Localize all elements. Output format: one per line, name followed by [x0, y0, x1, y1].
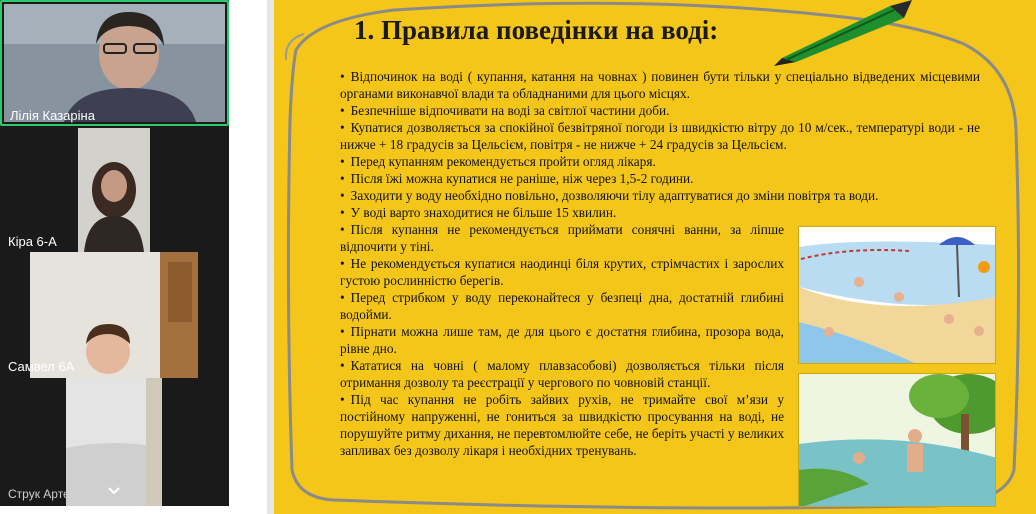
- lake-scene: [799, 374, 996, 507]
- participant-name: Струк Артем: [8, 487, 78, 501]
- list-item: [340, 289, 784, 323]
- bullet-icon: •: [340, 103, 345, 118]
- slide-edge: [267, 0, 274, 514]
- list-item: [340, 204, 980, 221]
- participant-name: Кіра 6-А: [8, 234, 57, 249]
- rule-text: Після їжі можна купатися не раніше, ніж через 1,5-2 години.: [350, 171, 694, 186]
- list-item: [340, 221, 784, 255]
- rule-text: Купатися дозволяється за спокійної безвітряної погоди із швидкістю вітру до 10 м/сек., температурі води - не нижче + 18 градусів за Цельсієм, повітря - не нижче + 24 градусів за Цельсієм.: [340, 120, 980, 152]
- person-silhouette: [4, 4, 225, 122]
- rule-text: Пірнати можна лише там, де для цього є достатня глибина, прозора вода, рівне дно.: [340, 324, 784, 356]
- rule-text: Кататися на човні ( малому плавзасобові) дозволяється тільки після отримання дозволу та реєстрації у чергового по човновій станції.: [340, 358, 784, 390]
- bullet-icon: •: [340, 358, 345, 373]
- rule-text: Не рекомендується купатися наодинці біля крутих, стрімчастих і зарослих густою рослинністю берегів.: [340, 256, 784, 288]
- bullet-icon: •: [340, 188, 345, 203]
- bullet-icon: •: [340, 69, 345, 84]
- bullet-icon: •: [340, 205, 345, 220]
- beach-scene: [799, 227, 996, 364]
- participant-tile[interactable]: [0, 252, 229, 378]
- bullet-icon: •: [340, 154, 345, 169]
- pen-icon: [772, 0, 922, 70]
- slide-title: 1. Правила поведінки на воді:: [354, 15, 719, 45]
- list-item: [340, 357, 784, 391]
- participant-name: Лілія Казаріна: [10, 108, 95, 123]
- list-item: [340, 170, 980, 187]
- bullet-icon: •: [340, 324, 345, 339]
- rule-text: Безпечніше відпочивати на воді за світлої частини доби.: [350, 103, 670, 118]
- rule-text: Відпочинок на воді ( купання, катання на човнах ) повинен бути тільки у спеціально відведених місцевими органами виконавчої влади та обладнаними для цього місцях.: [340, 69, 980, 101]
- rule-text: Перед стрибком у воду переконайтеся у безпеці дна, достатній глибині водойми.: [340, 290, 784, 322]
- beach-illustration: [798, 226, 996, 364]
- presentation-slide: [274, 0, 1036, 514]
- bullet-icon: •: [340, 256, 345, 271]
- participant-tile-active-speaker[interactable]: [0, 0, 229, 126]
- participant-video: [4, 4, 225, 122]
- participant-video: [78, 128, 150, 252]
- list-item: [340, 68, 980, 102]
- bullet-icon: •: [340, 171, 345, 186]
- rule-text: Під час купання не робіть зайвих рухів, не тримайте свої м’язи у постійному напруженні, не гониться за швидкістю просування на воді, не порушуйте ритму дихання, не перевтомлюйте себе, не беріть участі у великих запливах без дозволу лікаря і необхідних тренувань.: [340, 392, 784, 458]
- bullet-icon: •: [340, 222, 345, 237]
- bullet-icon: •: [340, 392, 345, 407]
- rule-text: У воді варто знаходитися не більше 15 хвилин.: [350, 205, 617, 220]
- chevron-down-icon: [104, 484, 124, 498]
- participant-tile[interactable]: [0, 128, 229, 252]
- list-item: [340, 255, 784, 289]
- list-item: [340, 119, 980, 153]
- list-item: [340, 153, 980, 170]
- list-item: [340, 391, 784, 459]
- list-item: [340, 102, 980, 119]
- collapse-panel-button[interactable]: [104, 484, 124, 498]
- lake-illustration: [798, 373, 996, 507]
- rule-text: Перед купанням рекомендується пройти огляд лікаря.: [350, 154, 656, 169]
- rule-text: Після купання не рекомендується приймати сонячні ванни, за ліпше відпочити у тіні.: [340, 222, 784, 254]
- list-item: [340, 323, 784, 357]
- bullet-icon: •: [340, 120, 345, 135]
- participant-name: Самвел 6А: [8, 359, 75, 374]
- list-item: [340, 187, 980, 204]
- bullet-icon: •: [340, 290, 345, 305]
- shared-screen: [229, 0, 1036, 514]
- participants-panel: [0, 0, 229, 506]
- person-silhouette: [78, 128, 150, 252]
- rule-text: Заходити у воду необхідно повільно, дозволяючи тілу адаптуватися до зміни повітря та води.: [350, 188, 879, 203]
